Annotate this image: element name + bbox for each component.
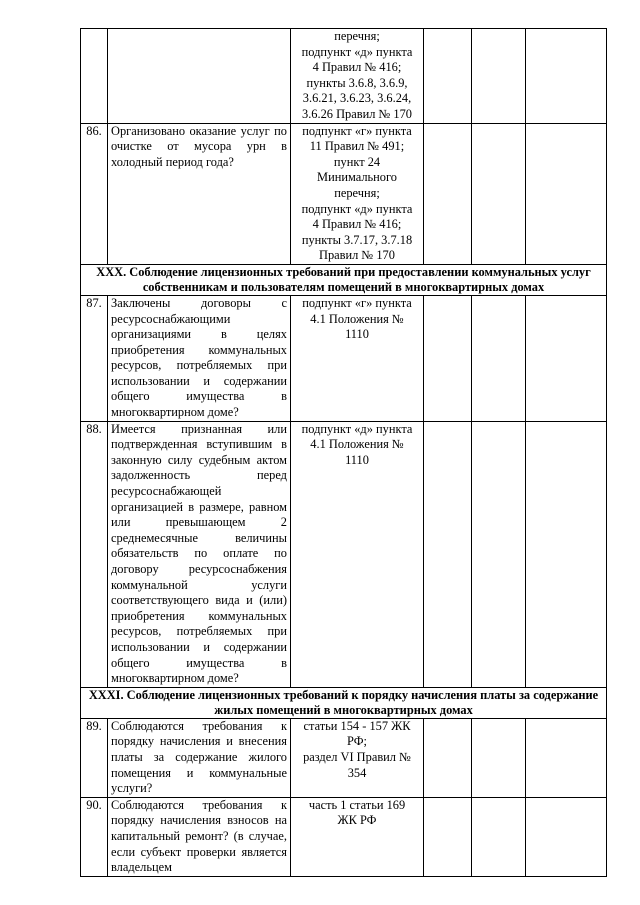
- reference-line: часть 1 статьи 169: [308, 797, 406, 812]
- reference-line: пункты 3.6.8, 3.6.9,: [306, 75, 408, 90]
- reference-line: 4 Правил № 416;: [312, 217, 402, 232]
- table-row: [81, 421, 607, 687]
- checklist-table: [80, 28, 607, 877]
- answer-yes-cell: [424, 421, 472, 687]
- answer-yes-cell: [424, 718, 472, 797]
- reference-line: 3.6.26 Правил № 170: [302, 106, 412, 121]
- reference-line: перечня;: [334, 29, 380, 43]
- reference-line: подпункт «д» пункта: [301, 421, 413, 436]
- table-row: [81, 295, 607, 421]
- reference-line: перечня;: [334, 185, 380, 200]
- reference-line: РФ;: [347, 734, 367, 749]
- item-number: 89.: [81, 718, 108, 797]
- answer-note-cell: [526, 797, 607, 876]
- answer-note-cell: [526, 123, 607, 264]
- answer-note-cell: [526, 421, 607, 687]
- answer-no-cell: [472, 29, 526, 124]
- item-number: 86.: [81, 123, 108, 264]
- answer-yes-cell: [424, 295, 472, 421]
- section-title: XXXI. Соблюдение лицензионных требований к порядку начисления платы за содержание жилых помещений в многоквартирных домах: [81, 687, 607, 718]
- reference-line: раздел VI Правил №: [303, 749, 411, 764]
- item-number: [81, 29, 108, 124]
- item-question: Имеется признанная или подтвержденная вступившим в законную силу судебным актом задолженность перед ресурсоснабжающей организацией в размере, равном или превышающем 2 среднемесячные величины обязательств по оплате по договору ресурсоснабжения коммунальной услуги соответствующего вида и (или) приобретения коммунальных ресурсов, потребляемых при использовании и содержании общего имущества в многоквартирном доме?: [108, 421, 291, 687]
- reference-line: 4.1 Положения №: [310, 437, 404, 452]
- reference-line: ЖК РФ: [337, 813, 377, 828]
- answer-note-cell: [526, 29, 607, 124]
- reference-line: подпункт «г» пункта: [302, 295, 412, 310]
- answer-note-cell: [526, 295, 607, 421]
- reference-line: Правил № 170: [319, 248, 395, 263]
- reference-line: статьи 154 - 157 ЖК: [303, 718, 411, 733]
- item-number: 88.: [81, 421, 108, 687]
- answer-no-cell: [472, 295, 526, 421]
- item-legal-reference: [291, 718, 424, 797]
- reference-line: подпункт «д» пункта: [301, 44, 413, 59]
- reference-line: 354: [347, 765, 367, 780]
- table-row: [81, 797, 607, 876]
- answer-no-cell: [472, 421, 526, 687]
- answer-yes-cell: [424, 123, 472, 264]
- answer-no-cell: [472, 797, 526, 876]
- reference-line: подпункт «г» пункта: [302, 123, 412, 138]
- item-question: Заключены договоры с ресурсоснабжающими организациями в целях приобретения коммунальных ресурсов, потребляемых при использовании и содержании общего имущества в многоквартирном доме?: [108, 295, 291, 421]
- answer-no-cell: [472, 123, 526, 264]
- item-question: [108, 29, 291, 124]
- item-legal-reference: [291, 295, 424, 421]
- reference-line: 4.1 Положения №: [310, 311, 404, 326]
- item-number: 90.: [81, 797, 108, 876]
- reference-line: пункты 3.7.17, 3.7.18: [301, 232, 413, 247]
- reference-line: 4 Правил № 416;: [312, 60, 402, 75]
- table-row: [81, 718, 607, 797]
- answer-no-cell: [472, 718, 526, 797]
- reference-line: 11 Правил № 491;: [309, 139, 405, 154]
- answer-yes-cell: [424, 797, 472, 876]
- answer-yes-cell: [424, 29, 472, 124]
- reference-line: 3.6.21, 3.6.23, 3.6.24,: [302, 91, 412, 106]
- item-legal-reference: [291, 123, 424, 264]
- section-header-row: [81, 264, 607, 295]
- item-legal-reference: [291, 421, 424, 687]
- item-question: Соблюдаются требования к порядку начисления и внесения платы за содержание жилого помещения и коммунальные услуги?: [108, 718, 291, 797]
- reference-line: пункт 24: [333, 154, 381, 169]
- section-title: XXX. Соблюдение лицензионных требований при предоставлении коммунальных услуг собственникам и пользователям помещений в многоквартирных домах: [81, 264, 607, 295]
- table-row: [81, 123, 607, 264]
- item-question: Организовано оказание услуг по очистке от мусора урн в холодный период года?: [108, 123, 291, 264]
- item-legal-reference: [291, 29, 424, 124]
- item-question: Соблюдаются требования к порядку начисления взносов на капитальный ремонт? (в случае, если субъект проверки является владельцем: [108, 797, 291, 876]
- reference-line: Минимального: [317, 170, 397, 185]
- table-row: [81, 29, 607, 124]
- answer-note-cell: [526, 718, 607, 797]
- item-number: 87.: [81, 295, 108, 421]
- item-legal-reference: [291, 797, 424, 876]
- checklist-body: [81, 29, 607, 877]
- section-header-row: [81, 687, 607, 718]
- reference-line: подпункт «д» пункта: [301, 201, 413, 216]
- reference-line: 1110: [345, 452, 369, 467]
- reference-line: 1110: [345, 327, 369, 342]
